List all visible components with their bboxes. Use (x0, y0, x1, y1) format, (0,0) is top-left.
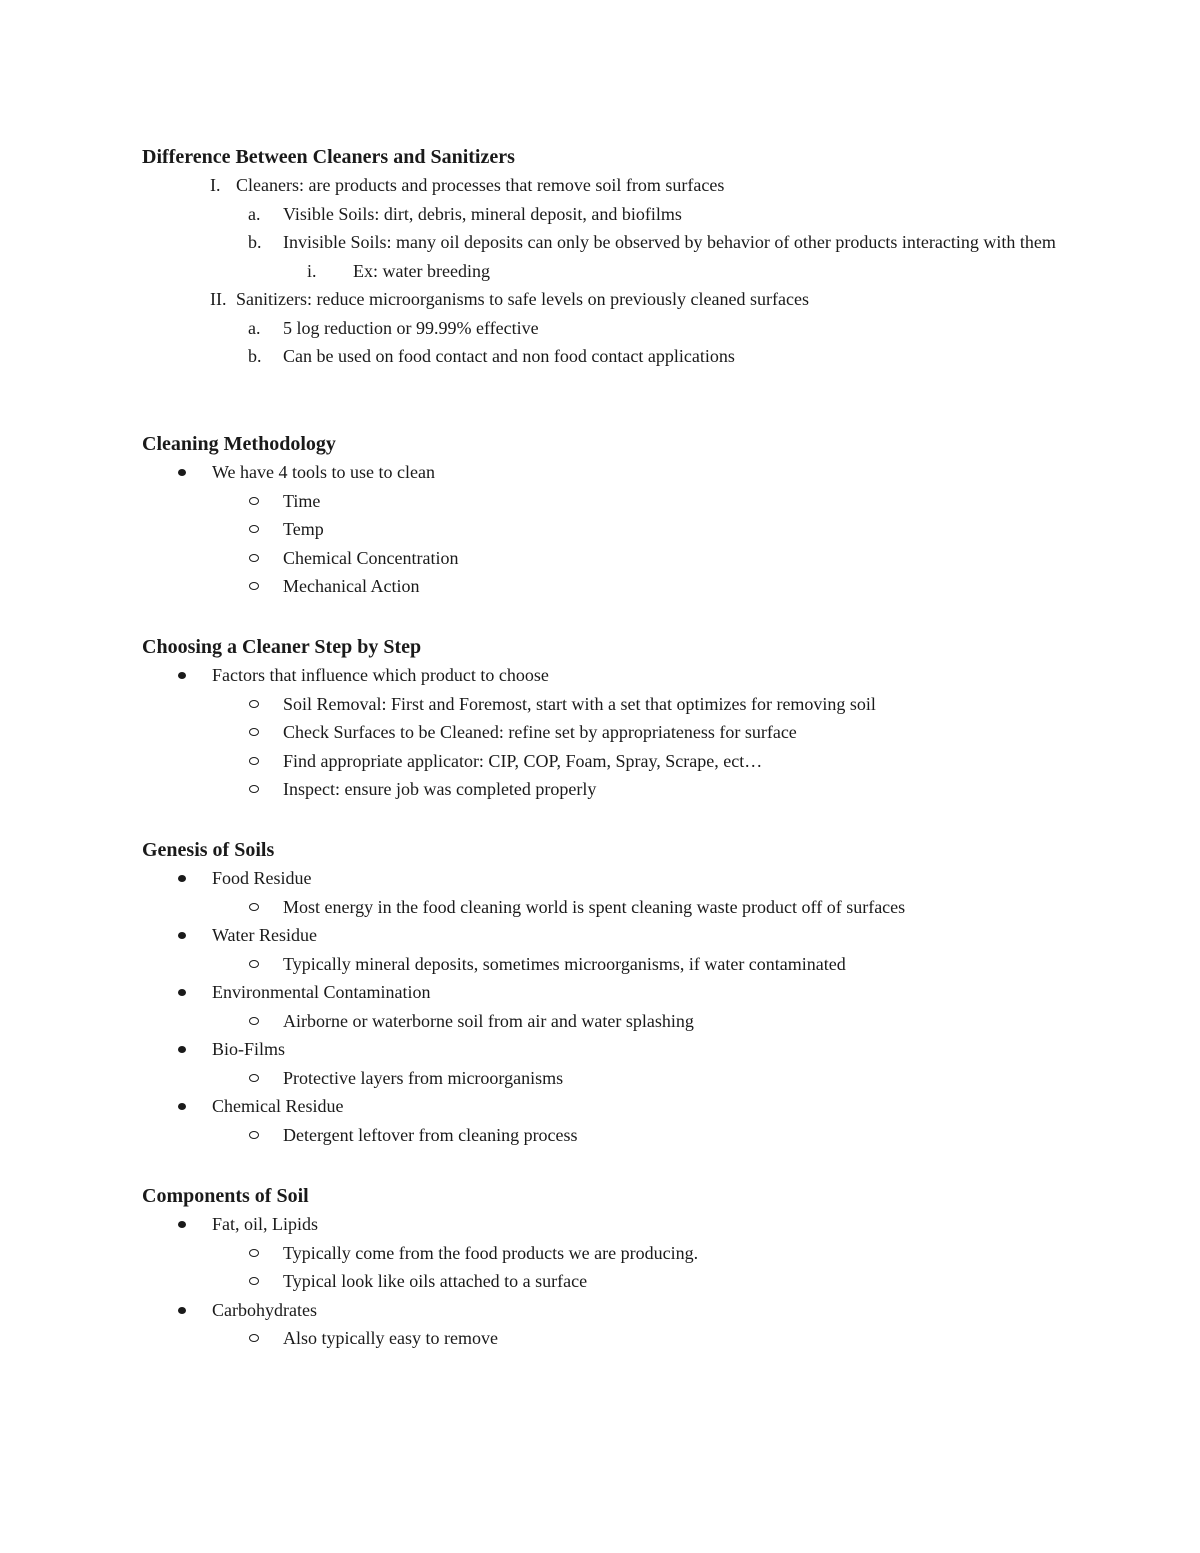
circle-bullet-icon (249, 554, 259, 562)
bullet-text: Food Residue (212, 868, 312, 888)
bullet-text: Typically come from the food products we are producing. (283, 1242, 699, 1263)
bullet-icon (178, 672, 186, 679)
bullet-item (142, 1035, 1062, 1064)
outline-item (142, 314, 1062, 343)
outline-text: 5 log reduction or 99.99% effective (283, 317, 539, 338)
bullet-icon (178, 875, 186, 882)
bullet-text: Factors that influence which product to choose (212, 665, 549, 685)
section-heading: Difference Between Cleaners and Sanitizers (142, 146, 515, 168)
sub-bullet-item (142, 893, 1062, 922)
sub-bullet-item (142, 1007, 1062, 1036)
bullet-text: Soil Removal: First and Foremost, start with a set that optimizes for removing soil (283, 693, 876, 714)
bullet-item (142, 1210, 1062, 1239)
circle-bullet-icon (249, 903, 259, 911)
sub-bullet-item (142, 1239, 1062, 1268)
bullet-text: Carbohydrates (212, 1299, 317, 1320)
bullet-icon (178, 1307, 186, 1314)
roman-marker: i. (307, 260, 317, 281)
outline-item (142, 200, 1062, 229)
bullet-text: Protective layers from microorganisms (283, 1067, 564, 1088)
bullet-icon (178, 989, 186, 996)
section-heading: Choosing a Cleaner Step by Step (142, 636, 422, 658)
bullet-text: Environmental Contamination (212, 982, 431, 1002)
bullet-text: Chemical Concentration (283, 547, 459, 568)
sub-bullet-item (142, 1064, 1062, 1093)
bullet-item (142, 661, 1062, 690)
sub-bullet-item (142, 544, 1062, 573)
outline-item (142, 228, 1083, 257)
section-heading: Genesis of Soils (142, 839, 275, 861)
circle-bullet-icon (249, 1249, 259, 1257)
bullet-text: Check Surfaces to be Cleaned: refine set by appropriateness for surface (283, 722, 797, 742)
bullet-text: Mechanical Action (283, 576, 420, 596)
section-heading: Components of Soil (142, 1185, 309, 1207)
bullet-text: Find appropriate applicator: CIP, COP, Foam, Spray, Scrape, ect… (283, 750, 763, 771)
sub-bullet-item (142, 950, 1062, 979)
bullet-item (142, 921, 1062, 950)
outline-item (142, 342, 1062, 371)
sub-bullet-item (142, 747, 1062, 776)
alpha-marker: a. (248, 317, 261, 338)
circle-bullet-icon (249, 785, 259, 793)
bullet-text: Fat, oil, Lipids (212, 1214, 319, 1234)
bullet-text: Also typically easy to remove (283, 1328, 498, 1348)
bullet-item (142, 1296, 1062, 1325)
bullet-item (142, 1092, 1062, 1121)
roman-marker: II. (210, 289, 227, 309)
outline-text: Can be used on food contact and non food contact applications (283, 346, 735, 366)
section-components-of-soil (142, 1182, 1062, 1353)
section-choosing-cleaner (142, 633, 1062, 804)
sub-bullet-item (142, 515, 1062, 544)
outline-item (142, 285, 1062, 314)
outline-item (142, 257, 1062, 286)
bullet-icon (178, 932, 186, 939)
circle-bullet-icon (249, 757, 259, 765)
circle-bullet-icon (249, 1074, 259, 1082)
outline-text: Invisible Soils: many oil deposits can only be observed by behavior of other products interacting with them (283, 232, 1056, 252)
bullet-icon (178, 1103, 186, 1110)
bullet-text: Inspect: ensure job was completed properly (283, 779, 597, 799)
circle-bullet-icon (249, 582, 259, 590)
section-genesis-of-soils (142, 836, 1062, 1149)
bullet-text: Detergent leftover from cleaning process (283, 1124, 578, 1145)
section-cleaners-sanitizers (142, 143, 1062, 371)
alpha-marker: b. (248, 232, 262, 252)
outline-text: Cleaners: are products and processes that remove soil from surfaces (236, 175, 725, 195)
sub-bullet-item (142, 775, 1062, 804)
circle-bullet-icon (249, 525, 259, 533)
bullet-text: Most energy in the food cleaning world is spent cleaning waste product off of surfaces (283, 896, 906, 917)
circle-bullet-icon (249, 1277, 259, 1285)
sub-bullet-item (142, 1267, 1062, 1296)
bullet-item (142, 978, 1062, 1007)
bullet-text: Typical look like oils attached to a surface (283, 1271, 588, 1291)
outline-item (142, 171, 1062, 200)
bullet-text: Typically mineral deposits, sometimes microorganisms, if water contaminated (283, 953, 846, 974)
circle-bullet-icon (249, 960, 259, 968)
section-cleaning-methodology (142, 430, 1062, 601)
circle-bullet-icon (249, 1131, 259, 1139)
outline-text: Ex: water breeding (353, 260, 490, 281)
sub-bullet-item (142, 718, 1062, 747)
circle-bullet-icon (249, 728, 259, 736)
circle-bullet-icon (249, 1334, 259, 1342)
outline-text: Visible Soils: dirt, debris, mineral deposit, and biofilms (283, 203, 682, 224)
bullet-item (142, 458, 1062, 487)
circle-bullet-icon (249, 1017, 259, 1025)
bullet-icon (178, 1221, 186, 1228)
circle-bullet-icon (249, 497, 259, 505)
alpha-marker: a. (248, 203, 261, 224)
sub-bullet-item (142, 1121, 1062, 1150)
sub-bullet-item (142, 487, 1062, 516)
sub-bullet-item (142, 690, 1062, 719)
bullet-icon (178, 469, 186, 476)
section-heading: Cleaning Methodology (142, 433, 336, 455)
sub-bullet-item (142, 1324, 1062, 1353)
bullet-icon (178, 1046, 186, 1053)
bullet-text: Temp (283, 519, 324, 539)
bullet-text: Airborne or waterborne soil from air and water splashing (283, 1010, 694, 1031)
circle-bullet-icon (249, 700, 259, 708)
bullet-text: Bio-Films (212, 1039, 286, 1059)
bullet-text: Water Residue (212, 925, 318, 945)
roman-marker: I. (210, 175, 221, 195)
sub-bullet-item (142, 572, 1062, 601)
bullet-item (142, 864, 1062, 893)
bullet-text: Time (283, 490, 321, 511)
alpha-marker: b. (248, 346, 262, 366)
bullet-text: Chemical Residue (212, 1096, 344, 1116)
bullet-text: We have 4 tools to use to clean (212, 462, 435, 482)
outline-text: Sanitizers: reduce microorganisms to safe levels on previously cleaned surfaces (236, 289, 809, 309)
